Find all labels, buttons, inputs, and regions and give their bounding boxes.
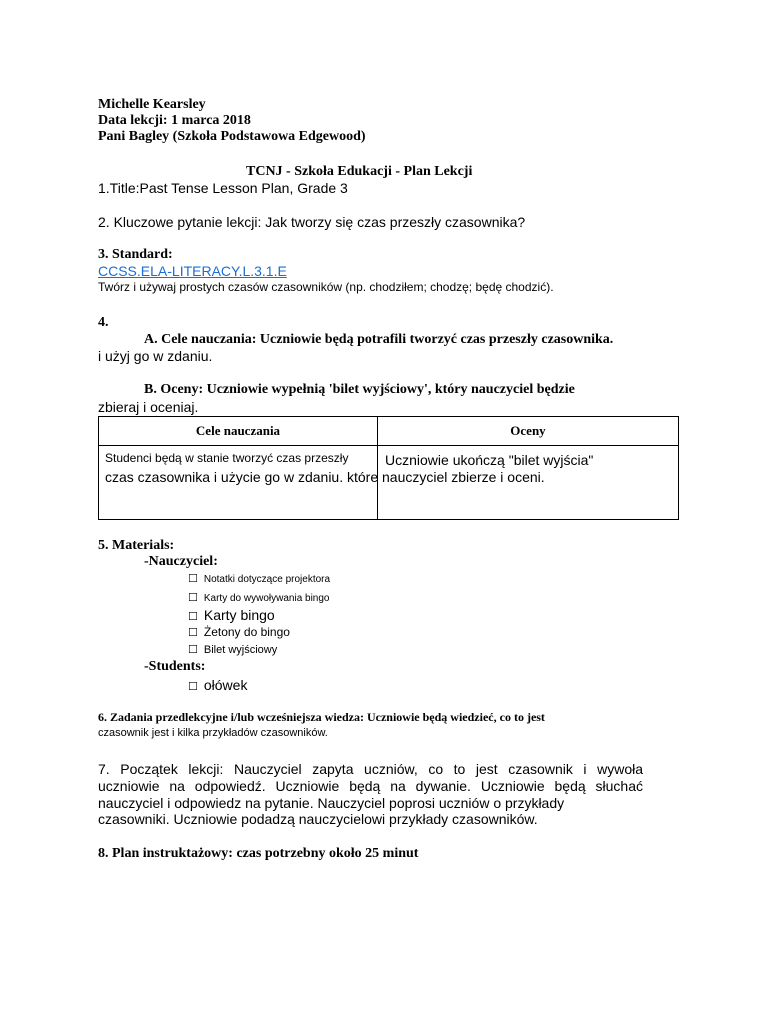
table-cell-objective-line1: Studenci będą w stanie tworzyć czas przeszły: [105, 451, 349, 465]
checkbox-icon: ☐: [188, 591, 198, 604]
section-3-heading: 3. Standard:: [98, 247, 173, 262]
checkbox-icon: ☐: [188, 572, 198, 585]
table-header-objectives: Cele nauczania: [99, 417, 378, 446]
table-header-assessments: Oceny: [378, 417, 679, 446]
section-6-continuation: czasownik jest i kilka przykładów czasowników.: [98, 727, 328, 739]
checkbox-icon: ☐: [188, 626, 198, 639]
section-7-line: 7. Początek lekcji: Nauczyciel zapyta uczniów, co to jest czasownik i wywoła: [98, 761, 643, 777]
section-4-heading: 4.: [98, 315, 109, 330]
assessments-heading: B. Oceny: Uczniowie wypełnią 'bilet wyjściowy', który nauczyciel będzie: [144, 382, 575, 397]
material-item: ☐ Karty do wywoływania bingo: [188, 591, 330, 604]
checkbox-icon: ☐: [188, 643, 198, 656]
lesson-date: Data lekcji: 1 marca 2018: [98, 113, 251, 128]
section-7-line: uczniowie na odpowiedź. Uczniowie będą na dywanie. Uczniowie będą słuchać: [98, 778, 643, 794]
table-cell-objective-line2: czas czasownika i użycie go w zdaniu. które nauczyciel zbierze i oceni.: [105, 469, 545, 485]
document-title: TCNJ - Szkoła Edukacji - Plan Lekcji: [246, 164, 473, 179]
material-item: ☐ Bilet wyjściowy: [188, 643, 278, 656]
material-item: ☐ Żetony do bingo: [188, 625, 290, 639]
material-item: ☐ ołówek: [188, 677, 248, 693]
section-7-line: czasowniki. Uczniowie podadzą nauczycielowi przykłady czasowników.: [98, 811, 538, 827]
material-item: ☐ Karty bingo: [188, 607, 275, 623]
table-cell-assessment-line1: Uczniowie ukończą "bilet wyjścia": [385, 452, 594, 468]
school-name: Pani Bagley (Szkoła Podstawowa Edgewood): [98, 129, 366, 144]
section-6-heading: 6. Zadania przedlekcyjne i/lub wcześniejsza wiedza: Uczniowie będą wiedzieć, co to jest: [98, 710, 545, 724]
section-8-heading: 8. Plan instruktażowy: czas potrzebny około 25 minut: [98, 846, 419, 861]
assessments-continuation: zbieraj i oceniaj.: [98, 399, 199, 415]
section-2-question: 2. Kluczowe pytanie lekcji: Jak tworzy się czas przeszły czasownika?: [98, 214, 526, 230]
standard-description: Twórz i używaj prostych czasów czasowników (np. chodziłem; chodzę; będę chodzić).: [98, 280, 554, 294]
section-1-title: 1.Title:Past Tense Lesson Plan, Grade 3: [98, 180, 348, 196]
standard-link[interactable]: CCSS.ELA-LITERACY.L.3.1.E: [98, 263, 287, 279]
material-item: ☐ Notatki dotyczące projektora: [188, 572, 331, 585]
objectives-heading: A. Cele nauczania: Uczniowie będą potrafili tworzyć czas przeszły czasownika.: [144, 332, 614, 347]
section-5-heading: 5. Materials:: [98, 538, 175, 553]
checkbox-icon: ☐: [188, 680, 198, 693]
student-materials-label: -Students:: [144, 659, 206, 674]
objectives-continuation: i użyj go w zdaniu.: [98, 348, 213, 364]
checkbox-icon: ☐: [188, 610, 198, 623]
teacher-materials-label: -Nauczyciel:: [144, 554, 218, 569]
section-7-line: nauczyciel i odpowiedz na pytanie. Nauczyciel poprosi uczniów o przykłady: [98, 795, 565, 811]
author-name: Michelle Kearsley: [98, 97, 206, 112]
